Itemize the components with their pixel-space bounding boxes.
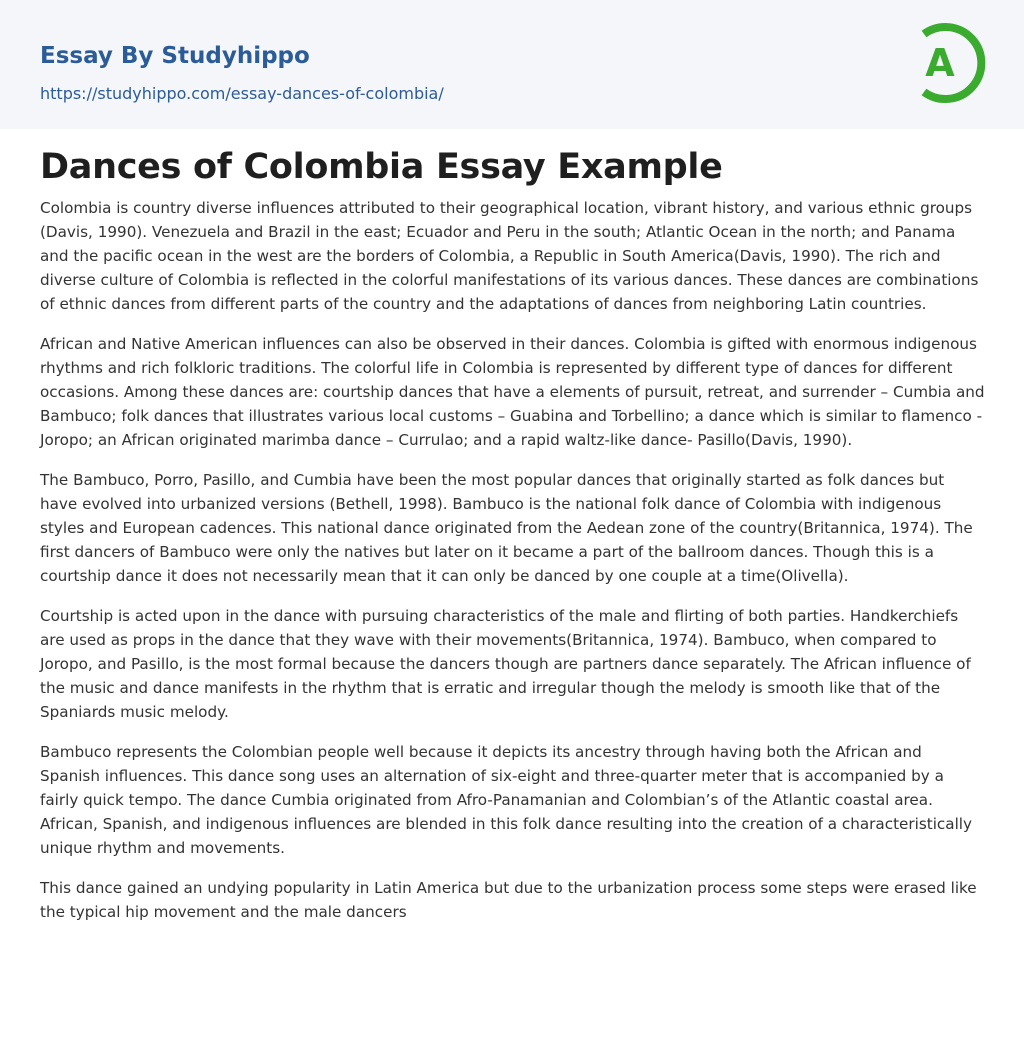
paragraph: The Bambuco, Porro, Pasillo, and Cumbia have been the most popular dances that originally started as folk dances but have evolved into urbanized versions (Bethell, 1998). Bambuco is the national folk dance of Colombia with indigenous styles and European cadences. This national dance originated from the Aedean zone of the country(Britannica, 1974). The first dancers of Bambuco were only the natives but later on it became a part of the ballroom dances. Though this is a courtship dance it does not necessarily mean that it can only be danced by one couple at a time(Olivella). bbox=[40, 471, 973, 585]
logo-letter: A bbox=[925, 41, 955, 85]
paragraph: Courtship is acted upon in the dance with pursuing characteristics of the male and flirting of both parties. Handkerchiefs are used as props in the dance that they wave with their movements(Britannica, 1974). Bambuco, when compared to Joropo, and Pasillo, is the most formal because the dancers though are partners dance separately. The African influence of the music and dance manifests in the rhythm that is erratic and irregular though the melody is smooth like that of the Spaniards music melody. bbox=[40, 607, 971, 721]
paragraph: Colombia is country diverse influences attributed to their geographical location, vibrant history, and various ethnic groups (Davis, 1990). Venezuela and Brazil in the east; Ecuador and Peru in the south; Atlantic Ocean in the north; and Panama and the pacific ocean in the west are the borders of Colombia, a Republic in South America(Davis, 1990). The rich and diverse culture of Colombia is reflected in the colorful manifestations of its various dances. These dances are combinations of ethnic dances from different parts of the country and the adaptations of dances from neighboring Latin countries. bbox=[40, 199, 979, 313]
studyhippo-logo-icon[interactable] bbox=[910, 18, 990, 108]
page-header bbox=[0, 0, 1024, 129]
article-title: Dances of Colombia Essay Example bbox=[40, 147, 723, 187]
paragraph: African and Native American influences can also be observed in their dances. Colombia is gifted with enormous indigenous rhythms and rich folkloric traditions. The colorful life in Colombia is represented by different type of dances for different occasions. Among these dances are: courtship dances that have a elements of pursuit, retreat, and surrender – Cumbia and Bambuco; folk dances that illustrates various local customs – Guabina and Torbellino; a dance which is similar to flamenco - Joropo; an African originated marimba dance – Currulao; and a rapid waltz-like dance- Pasillo(Davis, 1990). bbox=[40, 335, 985, 449]
paragraph: This dance gained an undying popularity in Latin America but due to the urbanization process some steps were erased like the typical hip movement and the male dancers bbox=[40, 879, 977, 921]
paragraph: Bambuco represents the Colombian people well because it depicts its ancestry through having both the African and Spanish influences. This dance song uses an alternation of six-eight and three-quarter meter that is accompanied by a fairly quick tempo. The dance Cumbia originated from Afro-Panamanian and Colombian’s of the Atlantic coastal area. African, Spanish, and indigenous influences are blended in this folk dance resulting into the creation of a characteristically unique rhythm and movements. bbox=[40, 743, 972, 857]
article-body bbox=[40, 144, 985, 940]
essay-url-link[interactable]: https://studyhippo.com/essay-dances-of-colombia/ bbox=[40, 84, 444, 103]
site-brand[interactable]: Essay By Studyhippo bbox=[40, 43, 310, 69]
